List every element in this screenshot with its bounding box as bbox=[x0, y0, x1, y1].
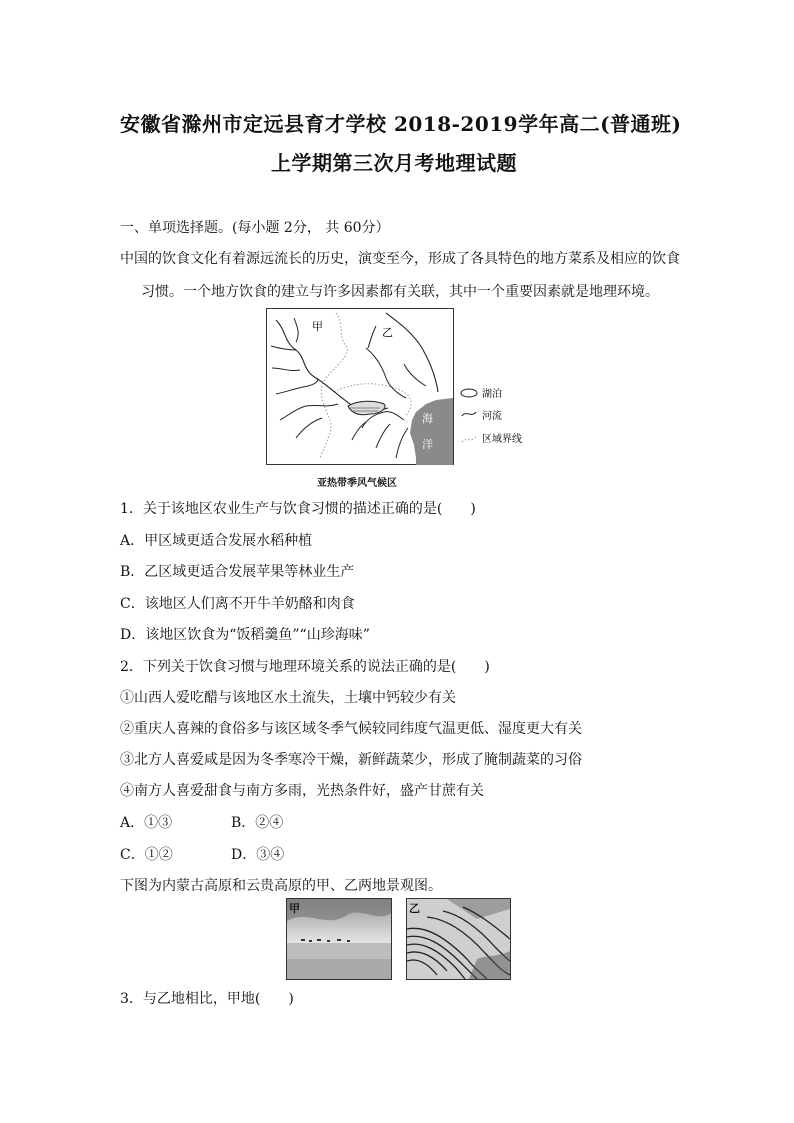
legend-lake-icon bbox=[461, 389, 477, 397]
map-label-yi: 乙 bbox=[382, 326, 393, 339]
ocean-label-2: 洋 bbox=[422, 438, 433, 451]
legend-lake-label: 湖泊 bbox=[482, 389, 502, 400]
terrace-photo bbox=[407, 899, 510, 979]
photo-yi bbox=[406, 898, 511, 980]
map-label-jia: 甲 bbox=[312, 320, 323, 333]
q2-option-a: A．①③ bbox=[120, 815, 173, 831]
q2-statement-3: ③北方人喜爱咸是因为冬季寒冷干燥，新鲜蔬菜少，形成了腌制蔬菜的习俗 bbox=[120, 752, 582, 768]
intro-line-1: 中国的饮食文化有着源远流长的历史，演变至今，形成了各具特色的地方菜系及相应的饮食 bbox=[120, 251, 680, 267]
legend-river-icon bbox=[462, 412, 476, 416]
ocean-label-1: 海 bbox=[422, 412, 433, 425]
q2-statement-1: ①山西人爱吃醋与该地区水土流失，土壤中钙较少有关 bbox=[120, 690, 456, 706]
q1-stem: 1．关于该地区农业生产与饮食习惯的描述正确的是( ) bbox=[120, 501, 476, 517]
q1-option-c: C．该地区人们离不开牛羊奶酪和肉食 bbox=[120, 596, 355, 612]
legend-river-label: 河流 bbox=[482, 411, 502, 422]
legend-boundary-icon bbox=[462, 436, 476, 442]
photo-yi-label: 乙 bbox=[409, 902, 420, 915]
q2-option-b: B．②④ bbox=[231, 815, 284, 831]
intro-line-2: 习惯。一个地方饮食的建立与许多因素都有关联，其中一个重要因素就是地理环境。 bbox=[141, 284, 659, 300]
regional-map-figure bbox=[266, 308, 536, 488]
q2-stem: 2．下列关于饮食习惯与地理环境关系的说法正确的是( ) bbox=[120, 659, 490, 675]
map-caption: 亚热带季风气候区 bbox=[317, 478, 397, 489]
q2-statement-4: ④南方人喜爱甜食与南方多雨，光热条件好，盛产甘蔗有关 bbox=[120, 783, 484, 799]
regional-map bbox=[266, 308, 536, 488]
q1-option-a: A．甲区域更适合发展水稻种植 bbox=[120, 533, 313, 549]
q2-option-c: C．①② bbox=[120, 847, 173, 863]
page-title-line2: 上学期第三次月考地理试题 bbox=[271, 151, 517, 175]
q3-stem: 3．与乙地相比，甲地( ) bbox=[120, 991, 294, 1007]
section-heading: 一、单项选择题。(每小题 2分， 共 60分） bbox=[120, 220, 390, 236]
q1-option-b: B．乙区域更适合发展苹果等林业生产 bbox=[120, 564, 355, 580]
q2-option-d: D．③④ bbox=[231, 847, 285, 863]
photo-jia bbox=[286, 898, 392, 980]
photo-jia-label: 甲 bbox=[289, 902, 300, 915]
legend-boundary-label: 区域界线 bbox=[482, 434, 522, 445]
page-title-line1: 安徽省滁州市定远县育才学校 2018-2019学年高二(普通班) bbox=[120, 112, 682, 136]
photo-intro: 下图为内蒙古高原和云贵高原的甲、乙两地景观图。 bbox=[120, 878, 442, 894]
q2-statement-2: ②重庆人喜辣的食俗多与该区域冬季气候较同纬度气温更低、湿度更大有关 bbox=[120, 721, 582, 737]
grassland-photo bbox=[287, 899, 391, 979]
q1-option-d: D．该地区饮食为“饭稻羹鱼”“山珍海味” bbox=[120, 627, 370, 643]
